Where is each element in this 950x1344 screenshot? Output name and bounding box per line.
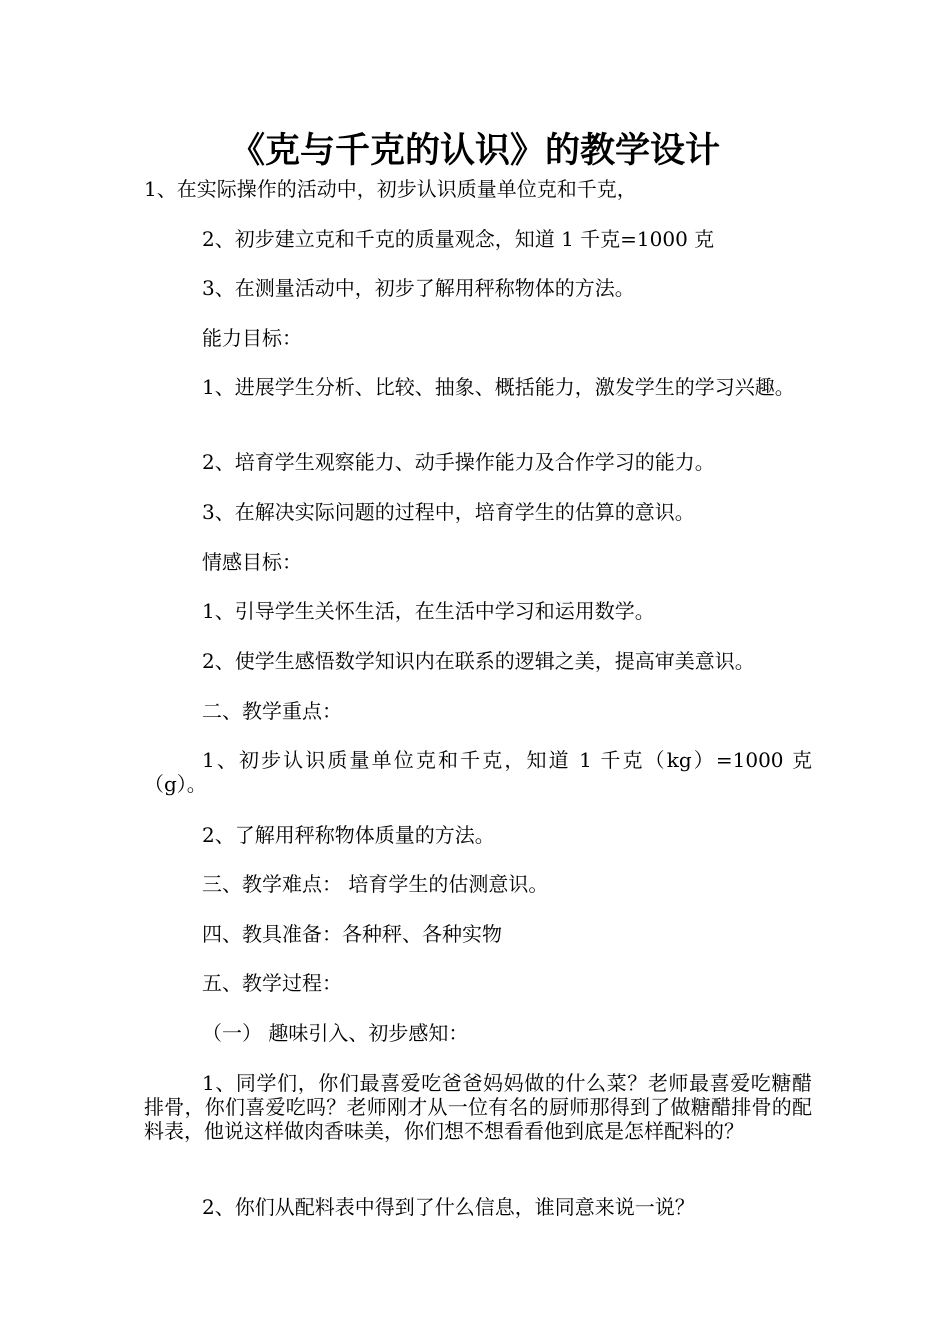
paragraph-intro-2: 2、你们从配料表中得到了什么信息，谁同意来说一说？: [202, 1195, 695, 1219]
section-teaching-process: 五、教学过程：: [202, 971, 342, 995]
paragraph-key-point-1: 1、初步认识质量单位克和千克，知道 1 千克（kg）=1000 克（g）。: [144, 748, 812, 796]
section-key-points: 二、教学重点：: [202, 699, 342, 723]
paragraph-1: 1、在实际操作的活动中，初步认识质量单位克和千克，: [144, 177, 637, 201]
paragraph-ability-3: 3、在解决实际问题的过程中，培育学生的估算的意识。: [202, 500, 695, 524]
paragraph-2: 2、初步建立克和千克的质量观念，知道 1 千克=1000 克: [202, 227, 715, 251]
section-emotion-goals: 情感目标：: [202, 550, 302, 574]
paragraph-ability-2: 2、培育学生观察能力、动手操作能力及合作学习的能力。: [202, 450, 715, 474]
section-teaching-aids: 四、教具准备：各种秤、各种实物: [202, 922, 502, 946]
subsection-intro: （一） 趣味引入、初步感知：: [202, 1021, 469, 1045]
paragraph-intro-1: 1、同学们，你们最喜爱吃爸爸妈妈做的什么菜？老师最喜爱吃糖醋排骨，你们喜爱吃吗？老师刚才从一位有名的厨师那得到了做糖醋排骨的配料表，他说这样做肉香味美，你们想不想看看他到底是怎样配料的？: [144, 1071, 812, 1143]
paragraph-ability-1: 1、进展学生分析、比较、抽象、概括能力，激发学生的学习兴趣。: [202, 375, 795, 399]
section-difficulties: 三、教学难点： 培育学生的估测意识。: [202, 872, 549, 896]
document-title: 《克与千克的认识》的教学设计: [229, 130, 720, 171]
paragraph-emotion-1: 1、引导学生关怀生活，在生活中学习和运用数学。: [202, 599, 655, 623]
paragraph-3: 3、在测量活动中，初步了解用秤称物体的方法。: [202, 276, 635, 300]
paragraph-emotion-2: 2、使学生感悟数学知识内在联系的逻辑之美，提高审美意识。: [202, 649, 755, 673]
section-ability-goals: 能力目标：: [202, 326, 302, 350]
paragraph-key-point-2: 2、了解用秤称物体质量的方法。: [202, 823, 495, 847]
